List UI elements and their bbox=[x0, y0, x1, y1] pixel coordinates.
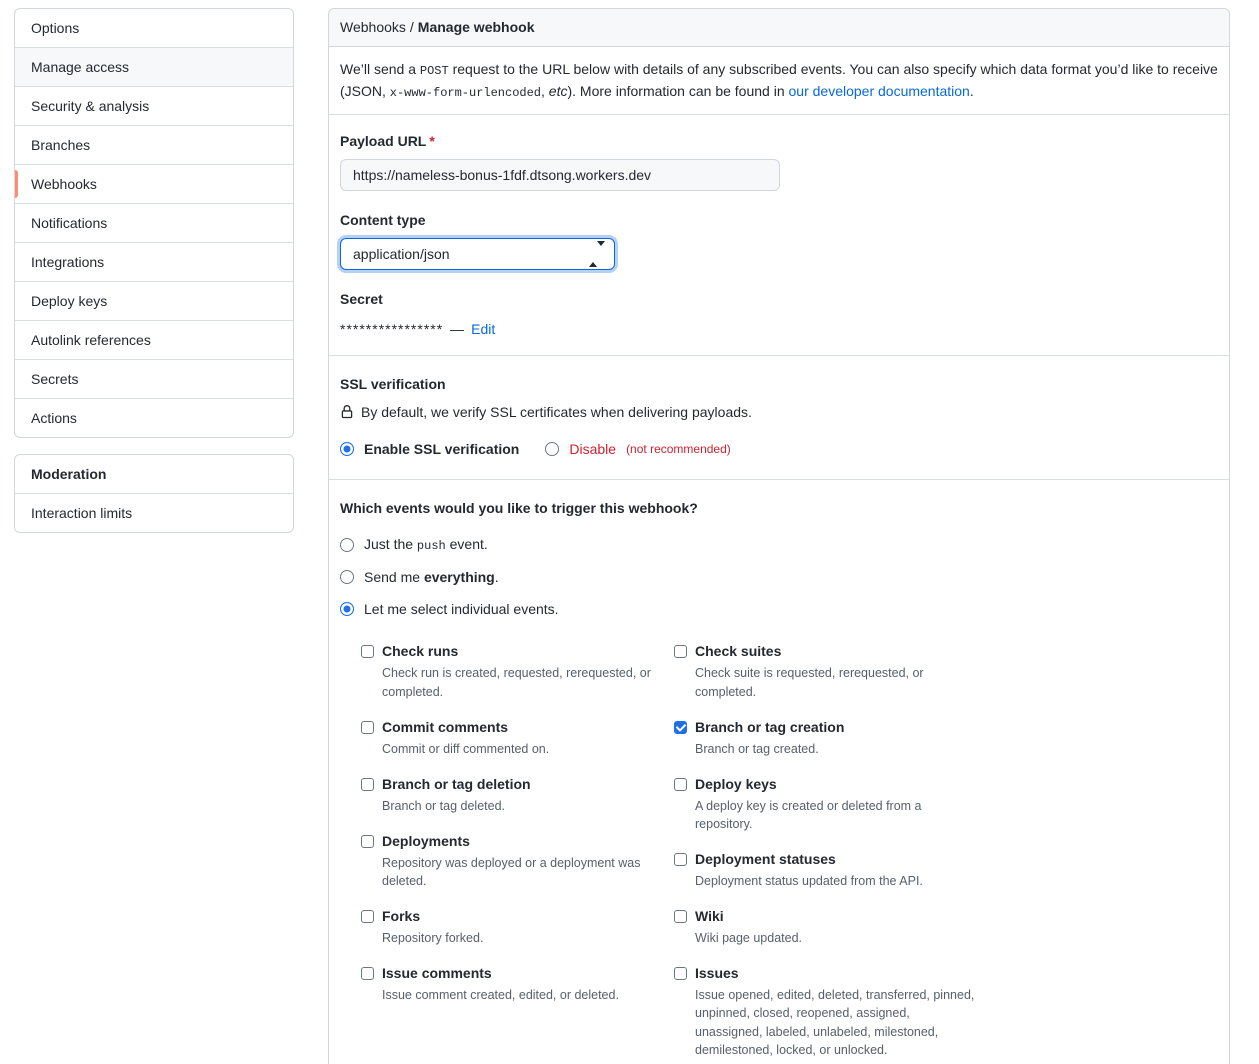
settings-nav bbox=[14, 8, 294, 438]
deploy-keys-checkbox[interactable] bbox=[674, 778, 687, 791]
send-everything-option[interactable] bbox=[340, 569, 1218, 585]
ssl-heading: SSL verification bbox=[340, 376, 446, 393]
commit-comments-checkbox[interactable] bbox=[361, 721, 374, 734]
event-item-deploy-keys[interactable] bbox=[674, 775, 1014, 833]
event-checkbox-grid bbox=[361, 642, 1218, 1064]
check-runs-checkbox[interactable] bbox=[361, 645, 374, 658]
ssl-radio-row bbox=[340, 441, 1218, 457]
disable-ssl-label: Disable bbox=[569, 441, 617, 458]
event-label: Commit comments bbox=[382, 718, 509, 735]
event-column-left bbox=[361, 642, 674, 1064]
sidebar-item-autolink-references[interactable]: Autolink references bbox=[15, 320, 293, 359]
event-description: Wiki page updated. bbox=[695, 931, 803, 946]
deployments-checkbox[interactable] bbox=[361, 835, 374, 848]
event-label: Wiki bbox=[695, 908, 724, 925]
secret-label: Secret bbox=[340, 291, 383, 308]
payload-url-label bbox=[340, 131, 1218, 152]
select-individual-radio[interactable] bbox=[340, 602, 354, 616]
event-label: Issues bbox=[695, 965, 739, 982]
issue-comments-checkbox[interactable] bbox=[361, 967, 374, 980]
manage-webhook-panel bbox=[328, 8, 1230, 1064]
disable-ssl-radio[interactable] bbox=[545, 442, 559, 456]
event-label: Branch or tag deletion bbox=[382, 775, 531, 792]
secret-masked-value: **************** bbox=[340, 321, 444, 338]
event-description: Repository forked. bbox=[382, 931, 484, 946]
urlencoded-code: x-www-form-urlencoded bbox=[389, 85, 542, 100]
sidebar-item-manage-access[interactable]: Manage access bbox=[15, 47, 293, 86]
forks-checkbox[interactable] bbox=[361, 910, 374, 923]
event-item-issue-comments[interactable] bbox=[361, 964, 674, 1004]
wiki-checkbox[interactable] bbox=[674, 910, 687, 923]
etc-text: etc bbox=[548, 82, 568, 99]
send-everything-label: Send me everything. bbox=[364, 569, 499, 586]
event-item-commit-comments[interactable] bbox=[361, 718, 674, 758]
payload-url-input[interactable] bbox=[340, 159, 780, 191]
event-item-issues[interactable] bbox=[674, 964, 1014, 1059]
sidebar-item-security-analysis[interactable]: Security & analysis bbox=[15, 86, 293, 125]
send-everything-radio[interactable] bbox=[340, 570, 354, 584]
content-type-label: Content type bbox=[340, 212, 426, 229]
branch-tag-deletion-checkbox[interactable] bbox=[361, 778, 374, 791]
sidebar-item-secrets[interactable]: Secrets bbox=[15, 359, 293, 398]
settings-sidebar bbox=[14, 8, 294, 1064]
ssl-note-text: By default, we verify SSL certificates when delivering payloads. bbox=[361, 404, 752, 421]
event-description: Branch or tag created. bbox=[695, 741, 819, 756]
event-label: Check runs bbox=[382, 643, 459, 660]
event-description: Check run is created, requested, rerequested, or completed. bbox=[382, 666, 651, 699]
sidebar-item-integrations[interactable]: Integrations bbox=[15, 242, 293, 281]
breadcrumb-webhooks-link[interactable]: Webhooks bbox=[340, 19, 406, 35]
events-section bbox=[329, 480, 1229, 1064]
event-item-branch-tag-creation[interactable] bbox=[674, 718, 1014, 758]
sidebar-moderation-header: Moderation bbox=[31, 466, 107, 482]
webhook-form-section bbox=[329, 115, 1229, 356]
content-type-select[interactable] bbox=[340, 238, 615, 270]
just-push-radio[interactable] bbox=[340, 538, 354, 552]
sidebar-item-interaction-limits[interactable]: Interaction limits bbox=[15, 493, 293, 532]
content-type-select-wrap bbox=[340, 238, 615, 270]
developer-documentation-link[interactable]: our developer documentation bbox=[788, 82, 970, 99]
sidebar-item-actions[interactable]: Actions bbox=[15, 398, 293, 437]
panel-header bbox=[329, 9, 1229, 47]
event-item-branch-tag-deletion[interactable] bbox=[361, 775, 674, 815]
event-description: Check suite is requested, rerequested, or completed. bbox=[695, 666, 924, 699]
event-label: Deployment statuses bbox=[695, 851, 836, 867]
page-title: Manage webhook bbox=[417, 19, 535, 35]
secret-row bbox=[340, 319, 1218, 339]
event-trigger-options bbox=[340, 536, 1218, 617]
enable-ssl-label: Enable SSL verification bbox=[364, 441, 520, 458]
event-item-check-runs[interactable] bbox=[361, 642, 674, 700]
select-individual-label: Let me select individual events. bbox=[364, 601, 559, 618]
sidebar-item-notifications[interactable]: Notifications bbox=[15, 203, 293, 242]
event-description: Deployment status updated from the API. bbox=[695, 874, 923, 888]
event-label: Issue comments bbox=[382, 965, 492, 982]
deployment-statuses-checkbox[interactable] bbox=[674, 853, 687, 866]
event-column-right bbox=[674, 642, 1014, 1064]
breadcrumb-separator: / bbox=[409, 19, 414, 35]
event-label: Forks bbox=[382, 908, 421, 925]
payload-url-label-text: Payload URL bbox=[340, 133, 427, 150]
required-asterisk: * bbox=[429, 133, 435, 150]
just-push-label: Just the push event. bbox=[364, 536, 488, 554]
event-label: Deployments bbox=[382, 832, 470, 849]
just-push-option[interactable] bbox=[340, 536, 1218, 553]
secret-edit-link[interactable]: Edit bbox=[471, 321, 496, 338]
event-description: Issue comment created, edited, or deleted. bbox=[382, 988, 619, 1003]
enable-ssl-radio[interactable] bbox=[340, 442, 354, 456]
lock-icon bbox=[340, 405, 354, 419]
ssl-verification-section bbox=[329, 356, 1229, 480]
intro-text: . bbox=[969, 82, 974, 99]
event-item-check-suites[interactable] bbox=[674, 642, 1014, 700]
event-description: Issue opened, edited, deleted, transferred, pinned, unpinned, closed, reopened, assigned, unassigned, labeled, unlabeled, milestoned, demilestoned, locked, or unlocked. bbox=[695, 988, 975, 1057]
secret-separator-dash: — bbox=[450, 321, 465, 338]
intro-text: ). More information can be found in bbox=[567, 82, 789, 99]
event-item-deployment-statuses[interactable] bbox=[674, 850, 1014, 890]
event-description: Commit or diff commented on. bbox=[382, 741, 550, 756]
event-label: Deploy keys bbox=[695, 775, 777, 792]
event-description: Repository was deployed or a deployment was deleted. bbox=[382, 855, 641, 888]
event-item-forks[interactable] bbox=[361, 907, 674, 947]
moderation-nav bbox=[14, 454, 294, 533]
intro-text: We’ll send a bbox=[340, 61, 420, 77]
event-item-deployments[interactable] bbox=[361, 832, 674, 890]
disable-ssl-note: (not recommended) bbox=[626, 442, 731, 457]
intro-text: , bbox=[541, 82, 549, 99]
event-description: Branch or tag deleted. bbox=[382, 798, 505, 813]
intro-text: request to the URL below with details of any subscribed events. You can also specify which data format you’d like to receive (JSON, bbox=[340, 61, 1218, 99]
branch-tag-creation-checkbox[interactable] bbox=[674, 721, 687, 734]
event-label: Check suites bbox=[695, 643, 782, 660]
sidebar-item-branches[interactable]: Branches bbox=[15, 125, 293, 164]
sidebar-item-options[interactable]: Options bbox=[31, 20, 80, 36]
webhook-intro-text bbox=[329, 47, 1229, 115]
event-item-wiki[interactable] bbox=[674, 907, 1014, 947]
disable-ssl-option[interactable] bbox=[545, 441, 730, 457]
issues-checkbox[interactable] bbox=[674, 967, 687, 980]
event-label: Branch or tag creation bbox=[695, 718, 845, 735]
event-description: A deploy key is created or deleted from a repository. bbox=[695, 798, 922, 831]
post-code: POST bbox=[419, 64, 449, 78]
sidebar-item-deploy-keys[interactable]: Deploy keys bbox=[15, 281, 293, 320]
enable-ssl-option[interactable] bbox=[340, 441, 519, 457]
check-suites-checkbox[interactable] bbox=[674, 645, 687, 658]
sidebar-item-webhooks[interactable]: Webhooks bbox=[15, 164, 293, 203]
events-question: Which events would you like to trigger this webhook? bbox=[340, 500, 698, 517]
ssl-note bbox=[340, 404, 1218, 420]
select-individual-option[interactable] bbox=[340, 601, 1218, 617]
